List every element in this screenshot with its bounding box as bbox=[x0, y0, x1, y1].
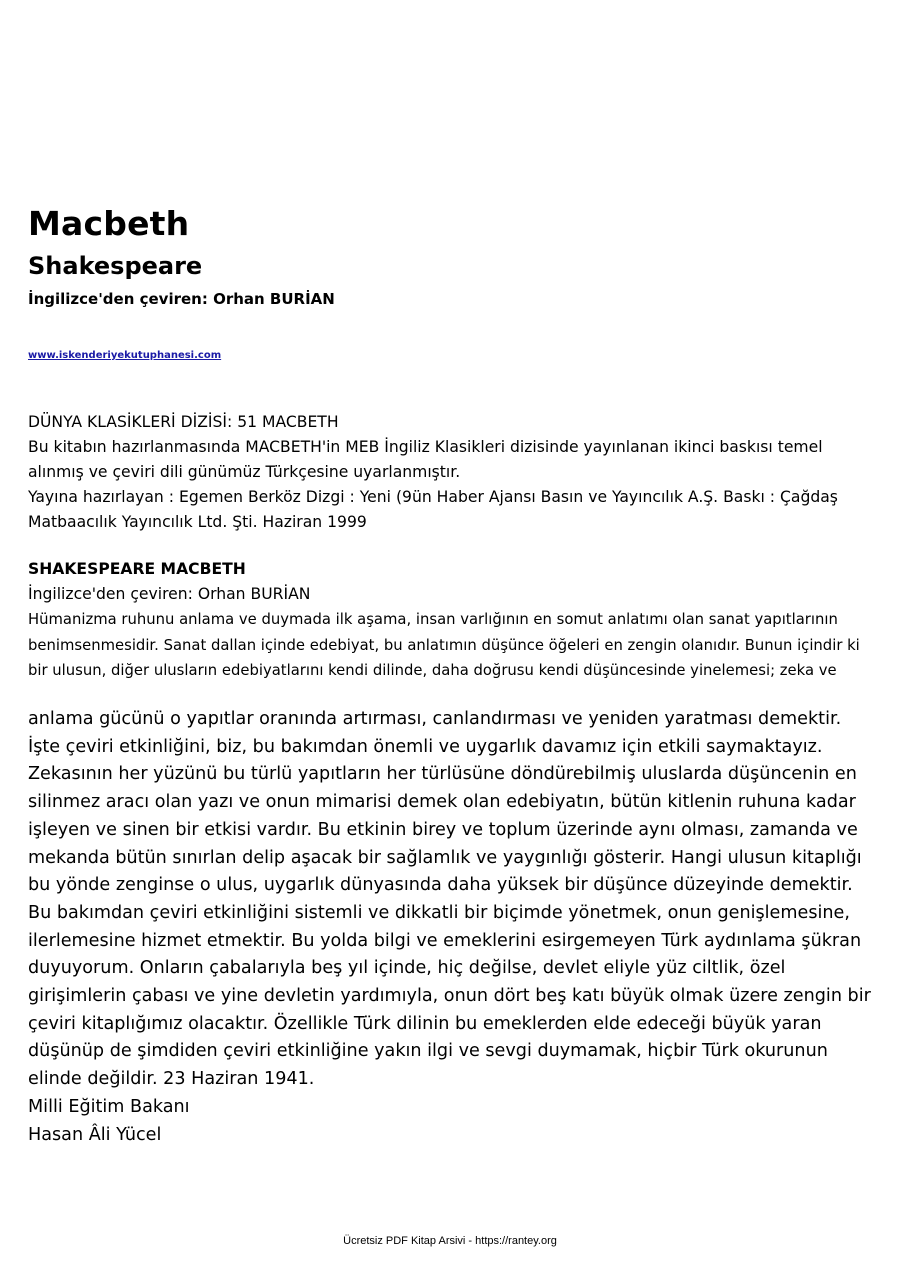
page-footer: Ücretsiz PDF Kitap Arsivi - https://rantey.org bbox=[343, 1235, 557, 1247]
website-link[interactable]: www.iskenderiyekutuphanesi.com bbox=[28, 350, 222, 361]
preface-body bbox=[28, 706, 878, 1149]
translator-credit: İngilizce'den çeviren: Orhan BURİAN bbox=[28, 290, 335, 308]
preface-header bbox=[28, 557, 878, 684]
preface-translator: İngilizce'den çeviren: Orhan BURİAN bbox=[28, 585, 311, 603]
publication-credits: Yayına hazırlayan : Egemen Berköz Dizgi : Yeni (9ün Haber Ajansı Basın ve Yayıncılık A.Ş. Baskı : Çağdaş Matbaacılık Yayıncılık Ltd. Şti. Haziran 1999 bbox=[28, 488, 838, 531]
signature-name: Hasan Âli Yücel bbox=[28, 1124, 162, 1145]
book-author: Shakespeare bbox=[28, 252, 203, 280]
preface-body-paragraph: anlama gücünü o yapıtlar oranında artırması, canlandırması ve yeniden yaratması demektir. İşte çeviri etkinliğini, biz, bu bakımdan önemli ve uygarlık davamız için etkili saymaktayız. Zekasının her yüzünü bu türlü yapıtların her türlüsüne döndürebilmiş uluslarda düşüncenin en silinmez aracı olan yazı ve onun mimarisi demek olan edebiyatın, bütün kitlenin ruhuna kadar işleyen ve sinen bir etkisi vardır. Bu etkinin birey ve toplum üzerinde aynı olması, zamanda ve mekanda bütün sınırlan delip aşacak bir sağlamlık ve yaygınlığı gösterir. Hangi ulusun kitaplığı bu yönde zenginse o ulus, uygarlık dünyasında daha yüksek bir düşünce düzeyinde demektir. Bu bakımdan çeviri etkinliğini sistemli ve dikkatli bir biçimde yönetmek, onun genişlemesine, ilerlemesine hizmet etmektir. Bu yolda bilgi ve emeklerini esirgemeyen Türk aydınlama şükran duyuyorum. Onların çabalarıyla beş yıl içinde, hiç değilse, devlet eliyle yüz ciltlik, özel girişimlerin çabası ve yine devletin yardımıyla, onun dört beş katı büyük olmak üzere zengin bir çeviri kitaplığımız olacaktır. Özellikle Türk dilinin bu emeklerden elde edeceği büyük yaran düşünüp de şimdiden çeviri etkinliğine yakın ilgi ve sevgi duymamak, hiçbir Türk okurunun elinde değildir. 23 Haziran 1941. bbox=[28, 709, 871, 1090]
signature-role: Milli Eğitim Bakanı bbox=[28, 1096, 190, 1117]
preface-intro-paragraph: Hümanizma ruhunu anlama ve duymada ilk aşama, insan varlığının en somut anlatımı olan sanat yapıtlarının benimsenmesidir. Sanat dallan içinde edebiyat, bu anlatımın düşünce öğeleri en zengin olanıdır. Bunun içindir ki bir ulusun, diğer ulusların edebiyatlarını kendi dilinde, daha doğrusu kendi düşüncesinde yinelemesi; zeka ve bbox=[28, 611, 860, 679]
edition-note: Bu kitabın hazırlanmasında MACBETH'in MEB İngiliz Klasikleri dizisinde yayınlanan ikinci baskısı temel alınmış ve çeviri dili günümüz Türkçesine uyarlanmıştır. bbox=[28, 438, 823, 481]
book-title: Macbeth bbox=[28, 204, 190, 243]
colophon bbox=[28, 410, 878, 535]
series-line: DÜNYA KLASİKLERİ DİZİSİ: 51 MACBETH bbox=[28, 413, 339, 431]
preface-heading: SHAKESPEARE MACBETH bbox=[28, 560, 246, 578]
